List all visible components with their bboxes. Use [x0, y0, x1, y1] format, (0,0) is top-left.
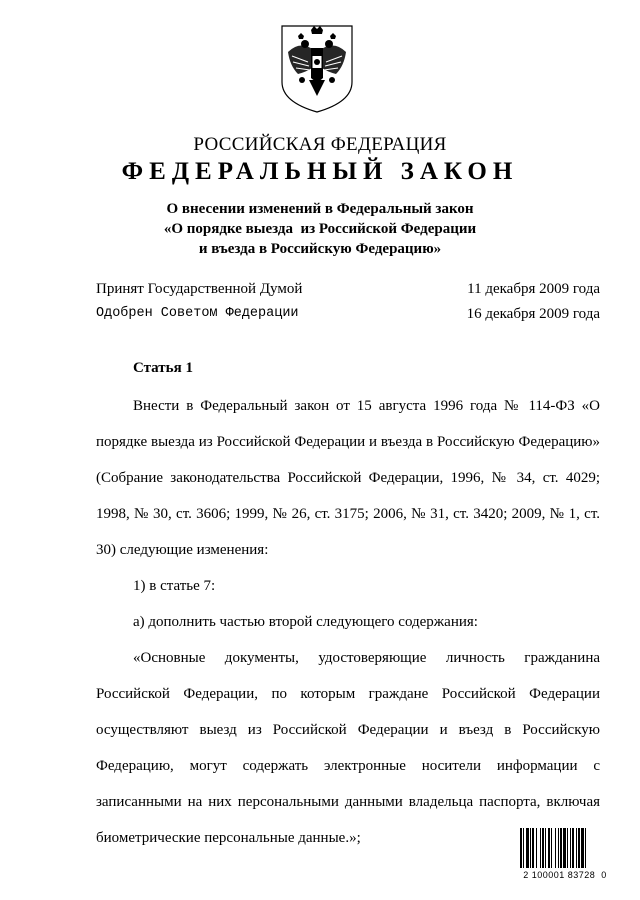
- subject-line: и въезда в Российскую Федерацию»: [198, 241, 442, 257]
- article-body: [96, 388, 600, 856]
- council-date: 16 декабря 2009 года: [466, 306, 600, 322]
- duma-date: 11 декабря 2009 года: [467, 281, 600, 297]
- article-paragraph: «Основные документы, удостоверяющие личность гражданина Российской Федерации, по которым граждане Российской Федерации осуществляют выезд из Российской Федерации и въезд в Российскую Федерацию, могут содержать электронные носители информации с записанными на них персональными данными владельца паспорта, включая биометрические персональные данные.»;: [96, 650, 600, 846]
- barcode-icon: [520, 820, 610, 868]
- subject-line: «О порядке выезда из Российской Федерации: [163, 221, 477, 237]
- russian-coat-of-arms-icon: [278, 22, 356, 114]
- council-label: Одобрен Советом Федерации: [96, 306, 299, 321]
- law-type-heading: ФЕДЕРАЛЬНЫЙ ЗАКОН: [121, 158, 519, 185]
- subject-line: О внесении изменений в Федеральный закон: [166, 201, 474, 217]
- country-heading: РОССИЙСКАЯ ФЕДЕРАЦИЯ: [193, 134, 447, 155]
- adoption-council-row: [96, 306, 600, 323]
- article-paragraph: Внести в Федеральный закон от 15 августа 1996 года № 114-ФЗ «О порядке выезда из Российской Федерации и въезда в Российскую Федерацию» (Собрание законодательства Российской Федерации, 1996, № 34, ст. 4029; 1998, № 30, ст. 3606; 1999, № 26, ст. 3175; 2006, № 31, ст. 3420; 2009, № 1, ст. 30) следующие изменения:: [96, 398, 600, 558]
- barcode-number: 2 100001 83728 0: [523, 870, 607, 880]
- duma-label: Принят Государственной Думой: [96, 281, 303, 297]
- article-paragraph: 1) в статье 7:: [133, 578, 216, 594]
- adoption-duma-row: [96, 281, 600, 298]
- law-subject-title: [0, 199, 640, 259]
- article-paragraph: а) дополнить частью второй следующего содержания:: [133, 614, 478, 630]
- article-heading: Статья 1: [133, 360, 193, 376]
